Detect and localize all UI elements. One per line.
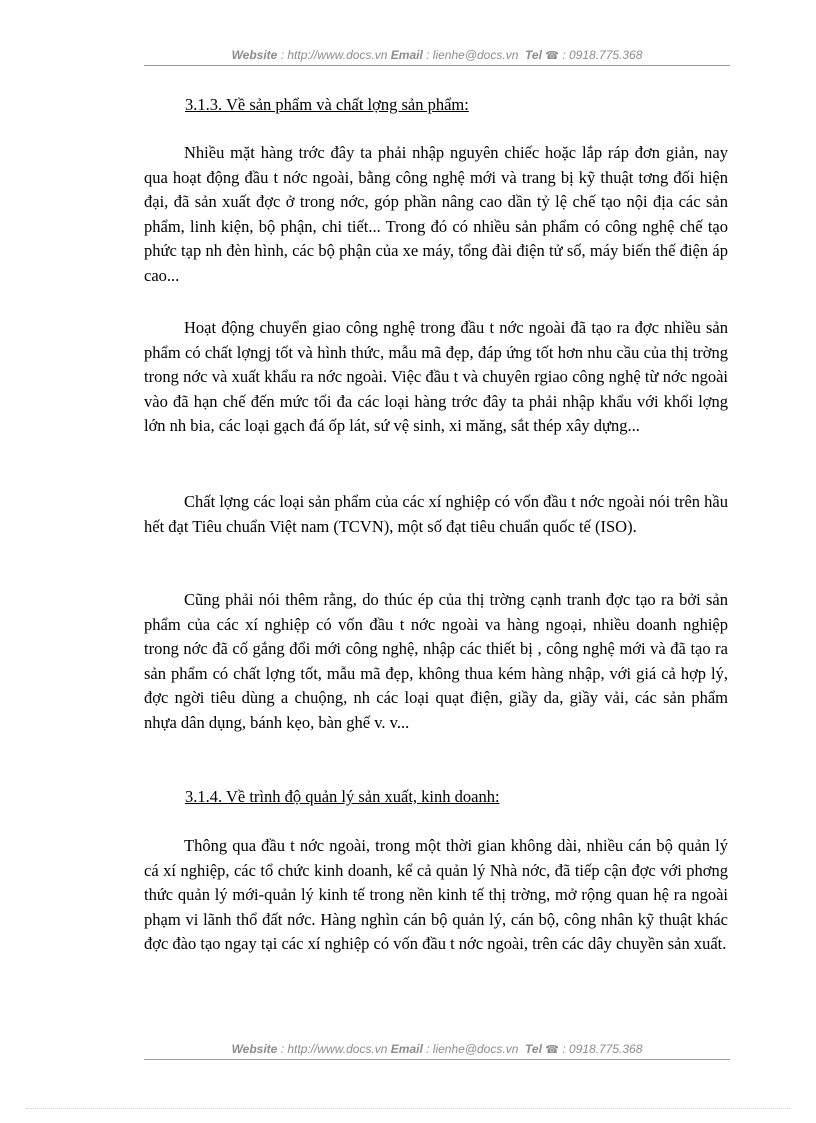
email-link[interactable]: lienhe@docs.vn — [432, 48, 519, 62]
website-label: Website — [231, 48, 278, 62]
footer-sep: : — [277, 1042, 288, 1056]
email-link[interactable]: lienhe@docs.vn — [432, 1042, 519, 1056]
email-label: Email — [390, 48, 423, 62]
website-link[interactable]: http://www.docs.vn — [287, 1042, 388, 1056]
page-footer — [144, 1042, 730, 1060]
paragraph: Hoạt động chuyển giao công nghệ trong đầu t nớc ngoài đã tạo ra đợc nhiều sản phẩm có chất lợngj tốt và hình thức, mẫu mã đẹp, đáp ứng tốt hơn nhu cầu của thị trờng trong nớc và xuất khẩu ra nớc ngoài. Việc đầu t và chuyên rgiao công nghệ từ nớc ngoài vào đã hạn chế đến mức tối đa các loại hàng trớc đây ta phải nhập khẩu với khối lợng lớn nh bia, các loại gạch đá ốp lát, sứ vệ sinh, xi măng, sắt thép xây dựng... — [144, 318, 728, 435]
phone-icon: ☎ — [545, 50, 559, 62]
phone-icon: ☎ — [545, 1044, 559, 1056]
tel-label: Tel — [525, 1042, 542, 1056]
paragraph: Chất lợng các loại sản phẩm của các xí nghiệp có vốn đầu t nớc ngoài nói trên hầu hết đạt Tiêu chuẩn Việt nam (TCVN), một số đạt tiêu chuẩn quốc tế (ISO). — [144, 492, 728, 536]
paragraph: Cũng phải nói thêm rằng, do thúc ép của thị trờng cạnh tranh đợc tạo ra bởi sản phẩm của các xí nghiệp có vốn đầu t nớc ngoài va hàng ngoại, nhiều doanh nghiệp trong nớc đã cố gắng đổi mới công nghệ, nhập các thiết bị , công nghệ mới và đã tạo ra sản phẩm có chất lợng tốt, mẫu mã đẹp, không thua kém hàng nhập, với giá cả hợp lý, đợc ngời tiêu dùng a chuộng, nh các loại quạt điện, giầy da, giầy vải, các sản phẩm nhựa dân dụng, bánh kẹo, bàn ghế v. v... — [144, 590, 728, 732]
footer-sep: : — [422, 1042, 433, 1056]
page-header — [144, 48, 730, 66]
website-label: Website — [231, 1042, 278, 1056]
paragraph: Thông qua đầu t nớc ngoài, trong một thời gian không dài, nhiều cán bộ quản lý cá xí nghiệp, các tổ chức kinh doanh, kể cả quản lý Nhà nớc, đã tiếp cận đợc với phơng thức quản lý mới-quản lý kinh tế trong nền kinh tế thị trờng, mở rộng quan hệ ra ngoài phạm vi lãnh thổ đất nớc. Hàng nghìn cán bộ quản lý, cán bộ, công nhân kỹ thuật khác đợc đào tạo ngay tại các xí nghiệp có vốn đầu t nớc ngoài, trên các dây chuyền sản xuất. — [144, 836, 728, 953]
header-sep: : — [277, 48, 288, 62]
tel-value: : 0918.775.368 — [559, 48, 643, 62]
header-sep: : — [422, 48, 433, 62]
tel-value: : 0918.775.368 — [559, 1042, 643, 1056]
section-heading-3-1-3: 3.1.3. Về sản phẩm và chất lợng sản phẩm: — [185, 95, 469, 114]
paragraph: Nhiều mặt hàng trớc đây ta phải nhập nguyên chiếc hoặc lắp ráp đơn giản, nay qua hoạt động đầu t nớc ngoài, bằng công nghệ mới và trang bị kỹ thuật tơng đối hiện đại, đã sản xuất đợc ở trong nớc, góp phần nâng cao dần tỷ lệ chế tạo nội địa các sản phẩm, linh kiện, bộ phận, chi tiết... Trong đó có nhiều sản phẩm có công nghệ chế tạo phức tạp nh đèn hình, các bộ phận của xe máy, tổng đài điện tử số, máy biến thế điện áp cao... — [144, 143, 728, 285]
tel-label: Tel — [525, 48, 542, 62]
section-heading-3-1-4: 3.1.4. Về trình độ quản lý sản xuất, kinh doanh: — [185, 787, 500, 806]
email-label: Email — [390, 1042, 423, 1056]
website-link[interactable]: http://www.docs.vn — [287, 48, 388, 62]
page-bottom-divider — [26, 1108, 790, 1109]
